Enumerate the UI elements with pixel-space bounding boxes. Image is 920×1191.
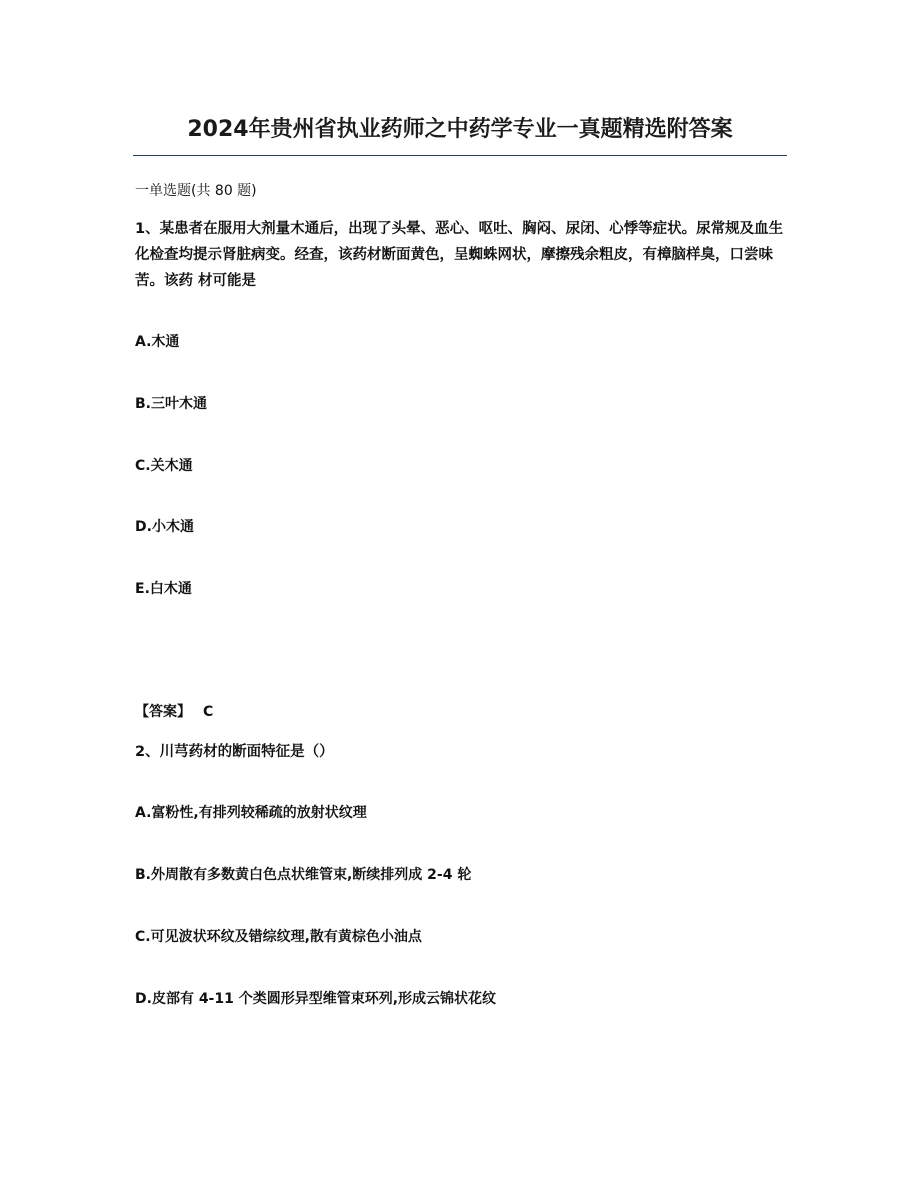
question-1-option-a: A.木通 xyxy=(135,334,180,350)
question-2-option-a: A.富粉性,有排列较稀疏的放射状纹理 xyxy=(135,805,367,821)
question-2-option-b: B.外周散有多数黄白色点状维管束,断续排列成 2-4 轮 xyxy=(135,867,472,883)
section-label: 一单选题(共 80 题) xyxy=(135,183,257,199)
answer-label: 【答案】 xyxy=(135,704,191,720)
document-title: 2024年贵州省执业药师之中药学专业一真题精选附答案 xyxy=(187,117,733,142)
question-1-option-d: D.小木通 xyxy=(135,519,194,535)
question-1-option-b: B.三叶木通 xyxy=(135,396,207,412)
question-2-stem: 2、川芎药材的断面特征是（） xyxy=(135,744,334,760)
question-2-option-d: D.皮部有 4-11 个类圆形异型维管束环列,形成云锦状花纹 xyxy=(135,991,497,1007)
title-divider xyxy=(133,155,787,156)
question-1-stem: 1、某患者在服用大剂量木通后，出现了头晕、恶心、呕吐、胸闷、尿闭、心悸等症状。尿常规及血生化检查均提示肾脏病变。经查，该药材断面黄色，呈蜘蛛网状，摩擦残余粗皮，有樟脑样臭，口尝味苦。该药 材可能是 xyxy=(135,221,784,289)
question-1-answer xyxy=(135,702,213,722)
question-2-option-c: C.可见波状环纹及错综纹理,散有黄棕色小油点 xyxy=(135,929,422,945)
answer-value: C xyxy=(203,704,214,720)
question-1-option-e: E.白木通 xyxy=(135,581,192,597)
question-1-option-c: C.关木通 xyxy=(135,458,193,474)
